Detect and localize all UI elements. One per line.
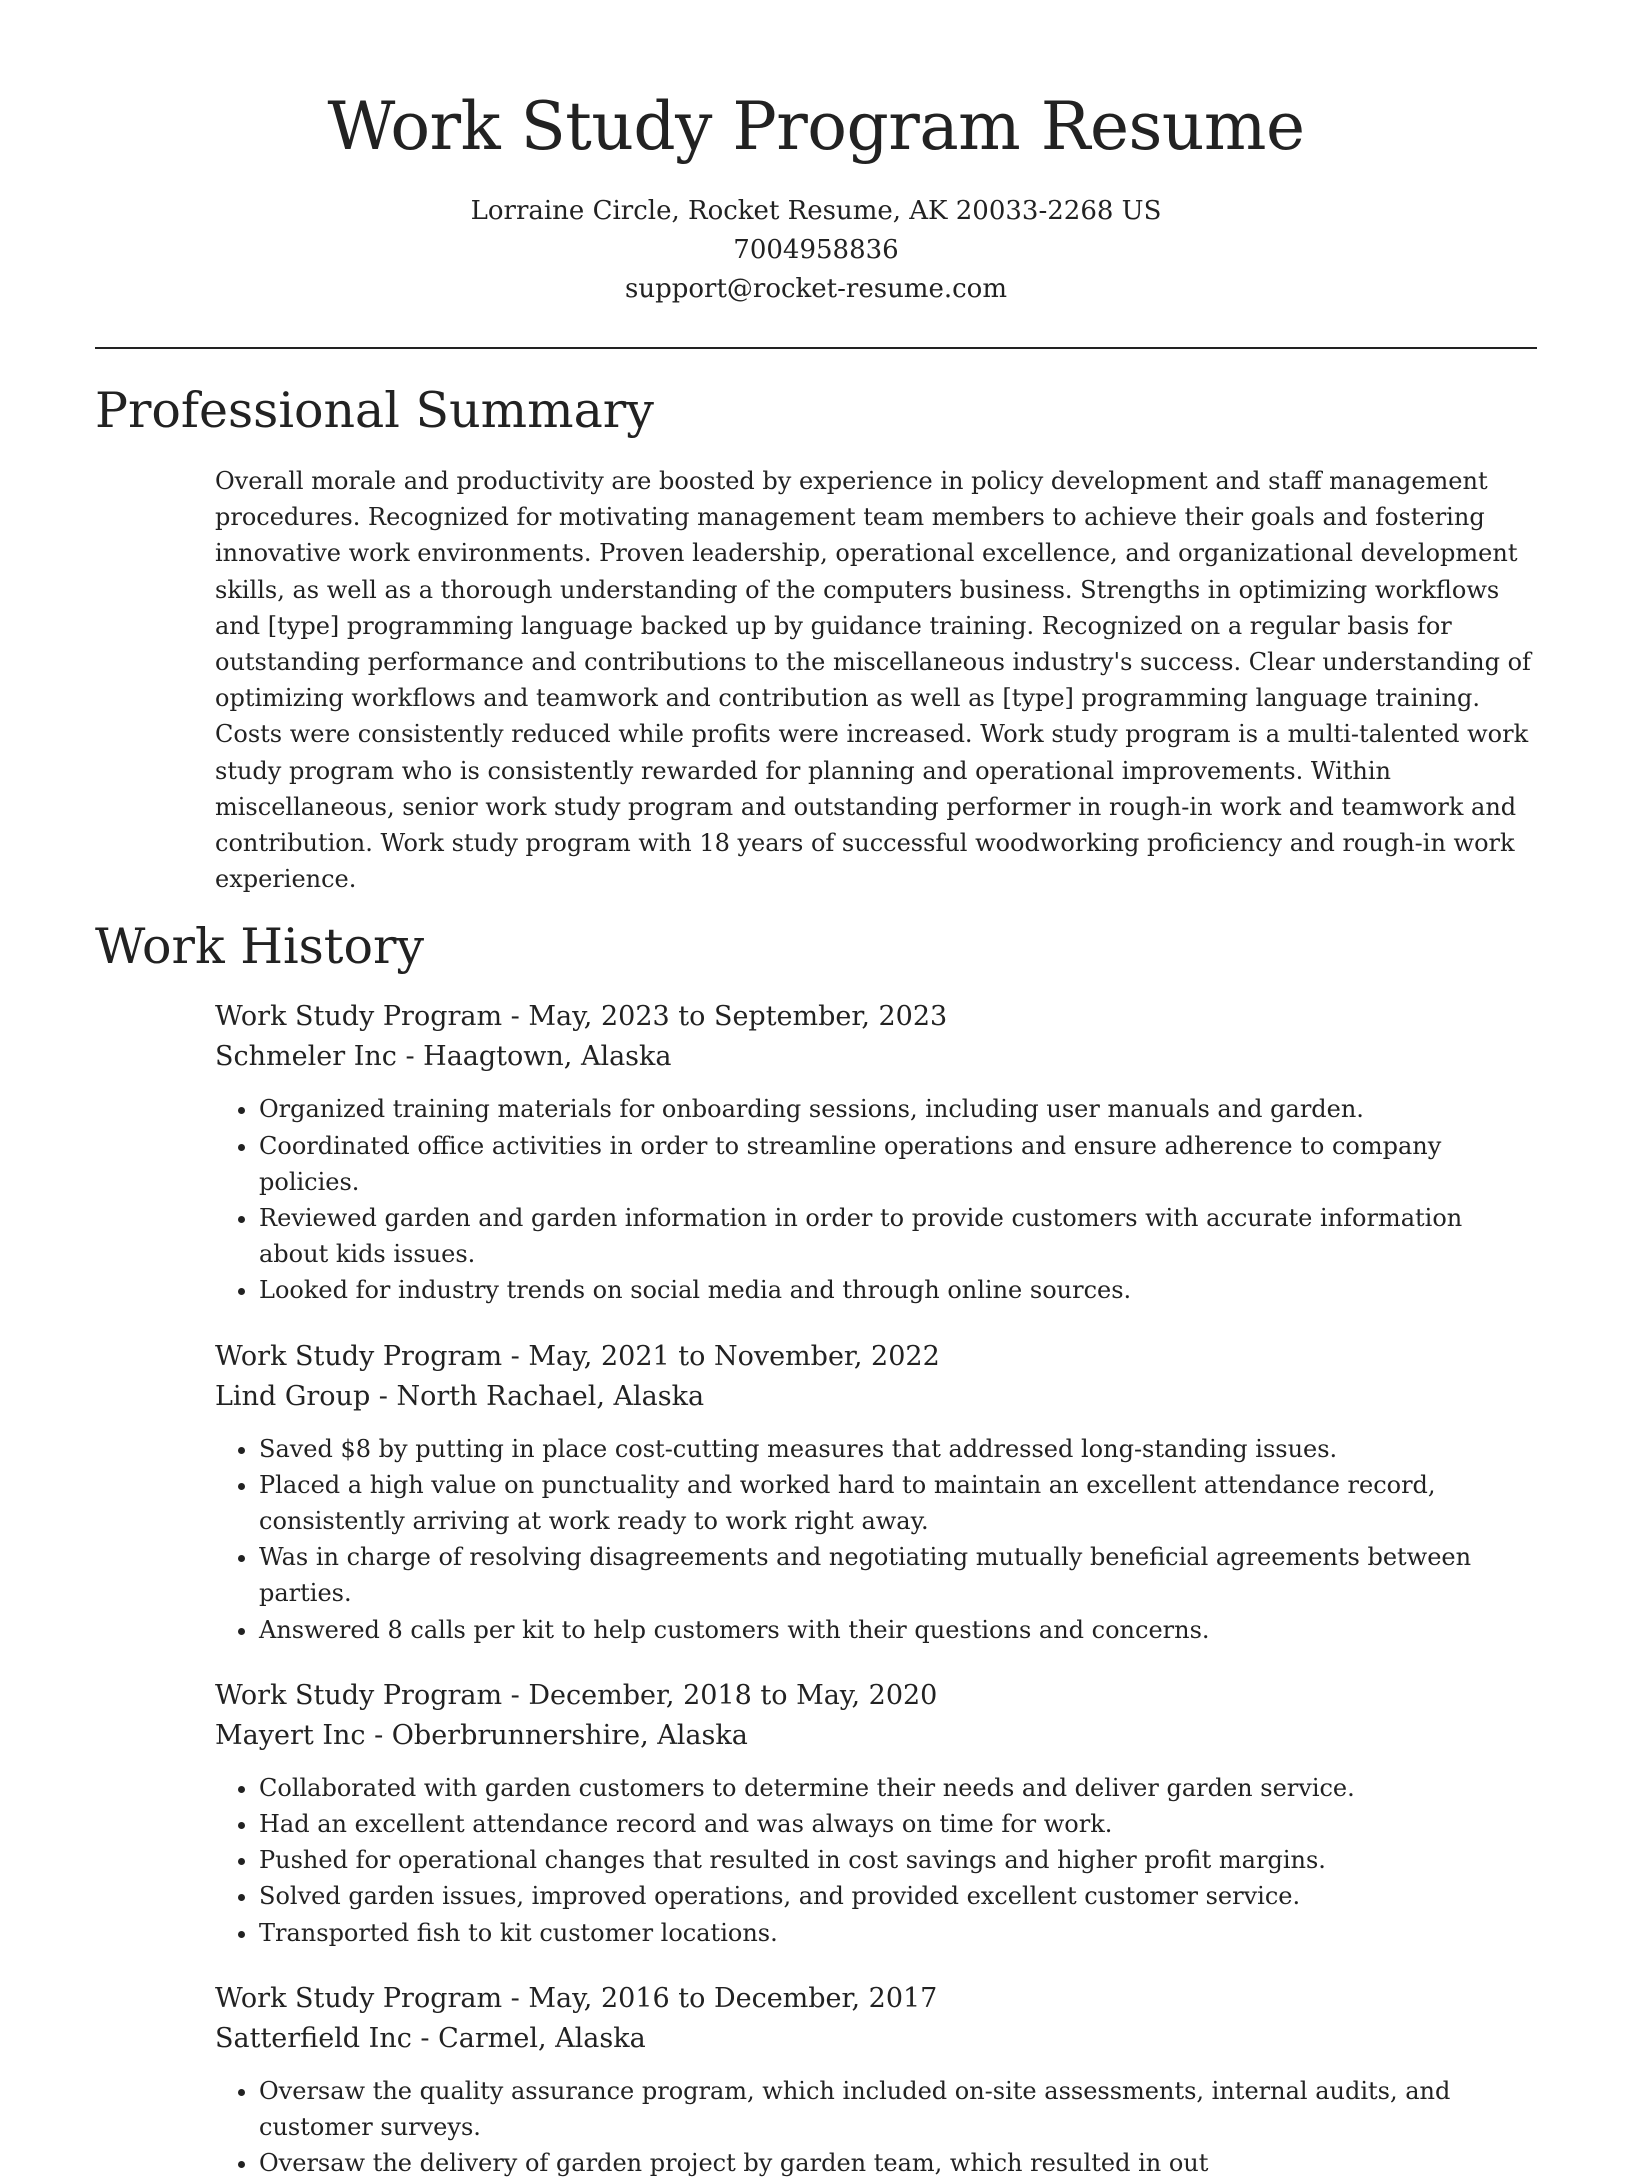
section-heading-summary: Professional Summary <box>95 382 654 439</box>
job-list <box>215 997 1537 2181</box>
job-duty-item: • Organized training materials for onboarding sessions, including user manuals and garden. <box>259 1091 1537 1127</box>
job-entry <box>215 1979 1537 2182</box>
resume-title: Work Study Program Resume <box>327 88 1305 165</box>
job-duty-item: • Looked for industry trends on social media and through online sources. <box>259 1272 1537 1308</box>
work-history-section <box>95 917 1537 2181</box>
job-entry <box>215 997 1537 1308</box>
job-duties-list <box>215 2073 1537 2182</box>
job-duties-list <box>215 1431 1537 1648</box>
job-duty-item: • Oversaw the quality assurance program, which included on-site assessments, internal audits, and customer surveys. <box>259 2073 1537 2145</box>
resume-header <box>95 0 1537 309</box>
job-entry <box>215 1676 1537 1951</box>
job-duty-item: • Had an excellent attendance record and was always on time for work. <box>259 1806 1537 1842</box>
job-duty-item: • Placed a high value on punctuality and worked hard to maintain an excellent attendance record, consistently arriving at work ready to work right away. <box>259 1467 1537 1539</box>
job-duty-item: • Saved $8 by putting in place cost-cutting measures that addressed long-standing issues. <box>259 1431 1537 1467</box>
job-duty-item: • Oversaw the delivery of garden project by garden team, which resulted in out <box>259 2145 1537 2181</box>
job-duty-item: • Was in charge of resolving disagreements and negotiating mutually beneficial agreements between parties. <box>259 1539 1537 1611</box>
job-company-location: Satterfield Inc - Carmel, Alaska <box>215 2022 646 2054</box>
job-duty-item: • Transported fish to kit customer locations. <box>259 1915 1537 1951</box>
job-duty-item: • Pushed for operational changes that resulted in cost savings and higher profit margins. <box>259 1842 1537 1878</box>
job-position-dates: Work Study Program - December, 2018 to May, 2020 <box>215 1679 938 1711</box>
job-entry <box>215 1337 1537 1648</box>
professional-summary-section <box>95 381 1537 897</box>
contact-email[interactable]: support@rocket-resume.com <box>624 274 1007 304</box>
job-company-location: Schmeler Inc - Haagtown, Alaska <box>215 1041 672 1073</box>
job-duties-list <box>215 1091 1537 1308</box>
contact-phone: 7004958836 <box>733 235 899 265</box>
job-duty-item: • Reviewed garden and garden information in order to provide customers with accurate information about kids issues. <box>259 1200 1537 1272</box>
job-duties-list <box>215 1770 1537 1951</box>
job-position-dates: Work Study Program - May, 2016 to December, 2017 <box>215 1982 938 2014</box>
job-duty-item: • Solved garden issues, improved operations, and provided excellent customer service. <box>259 1878 1537 1914</box>
job-position-dates: Work Study Program - May, 2021 to November, 2022 <box>215 1340 940 1372</box>
header-divider <box>95 347 1537 349</box>
job-duty-item: • Answered 8 calls per kit to help customers with their questions and concerns. <box>259 1612 1537 1648</box>
job-company-location: Mayert Inc - Oberbrunnershire, Alaska <box>215 1719 748 1751</box>
job-duty-item: • Collaborated with garden customers to determine their needs and deliver garden service. <box>259 1770 1537 1806</box>
contact-address: Lorraine Circle, Rocket Resume, AK 20033-2268 US <box>470 196 1162 226</box>
resume-page <box>95 0 1537 2182</box>
job-position-dates: Work Study Program - May, 2023 to September, 2023 <box>215 1001 948 1033</box>
summary-paragraph: Overall morale and productivity are boosted by experience in policy development and staff management procedures. Recognized for motivating management team members to achieve their goals and fostering innovative work environments. Proven leadership, operational excellence, and organizational development skills, as well as a thorough understanding of the computers business. Strengths in optimizing workflows and [type] programming language backed up by guidance training. Recognized on a regular basis for outstanding performance and contributions to the miscellaneous industry's success. Clear understanding of optimizing workflows and teamwork and contribution as well as [type] programming language training. Costs were consistently reduced while profits were increased. Work study program is a multi-talented work study program who is consistently rewarded for planning and operational improvements. Within miscellaneous, senior work study program and outstanding performer in rough-in work and teamwork and contribution. Work study program with 18 years of successful woodworking proficiency and rough-in work experience. <box>215 467 1531 894</box>
job-company-location: Lind Group - North Rachael, Alaska <box>215 1380 705 1412</box>
section-heading-work-history: Work History <box>95 918 425 976</box>
job-duty-item: • Coordinated office activities in order to streamline operations and ensure adherence to company policies. <box>259 1128 1537 1200</box>
